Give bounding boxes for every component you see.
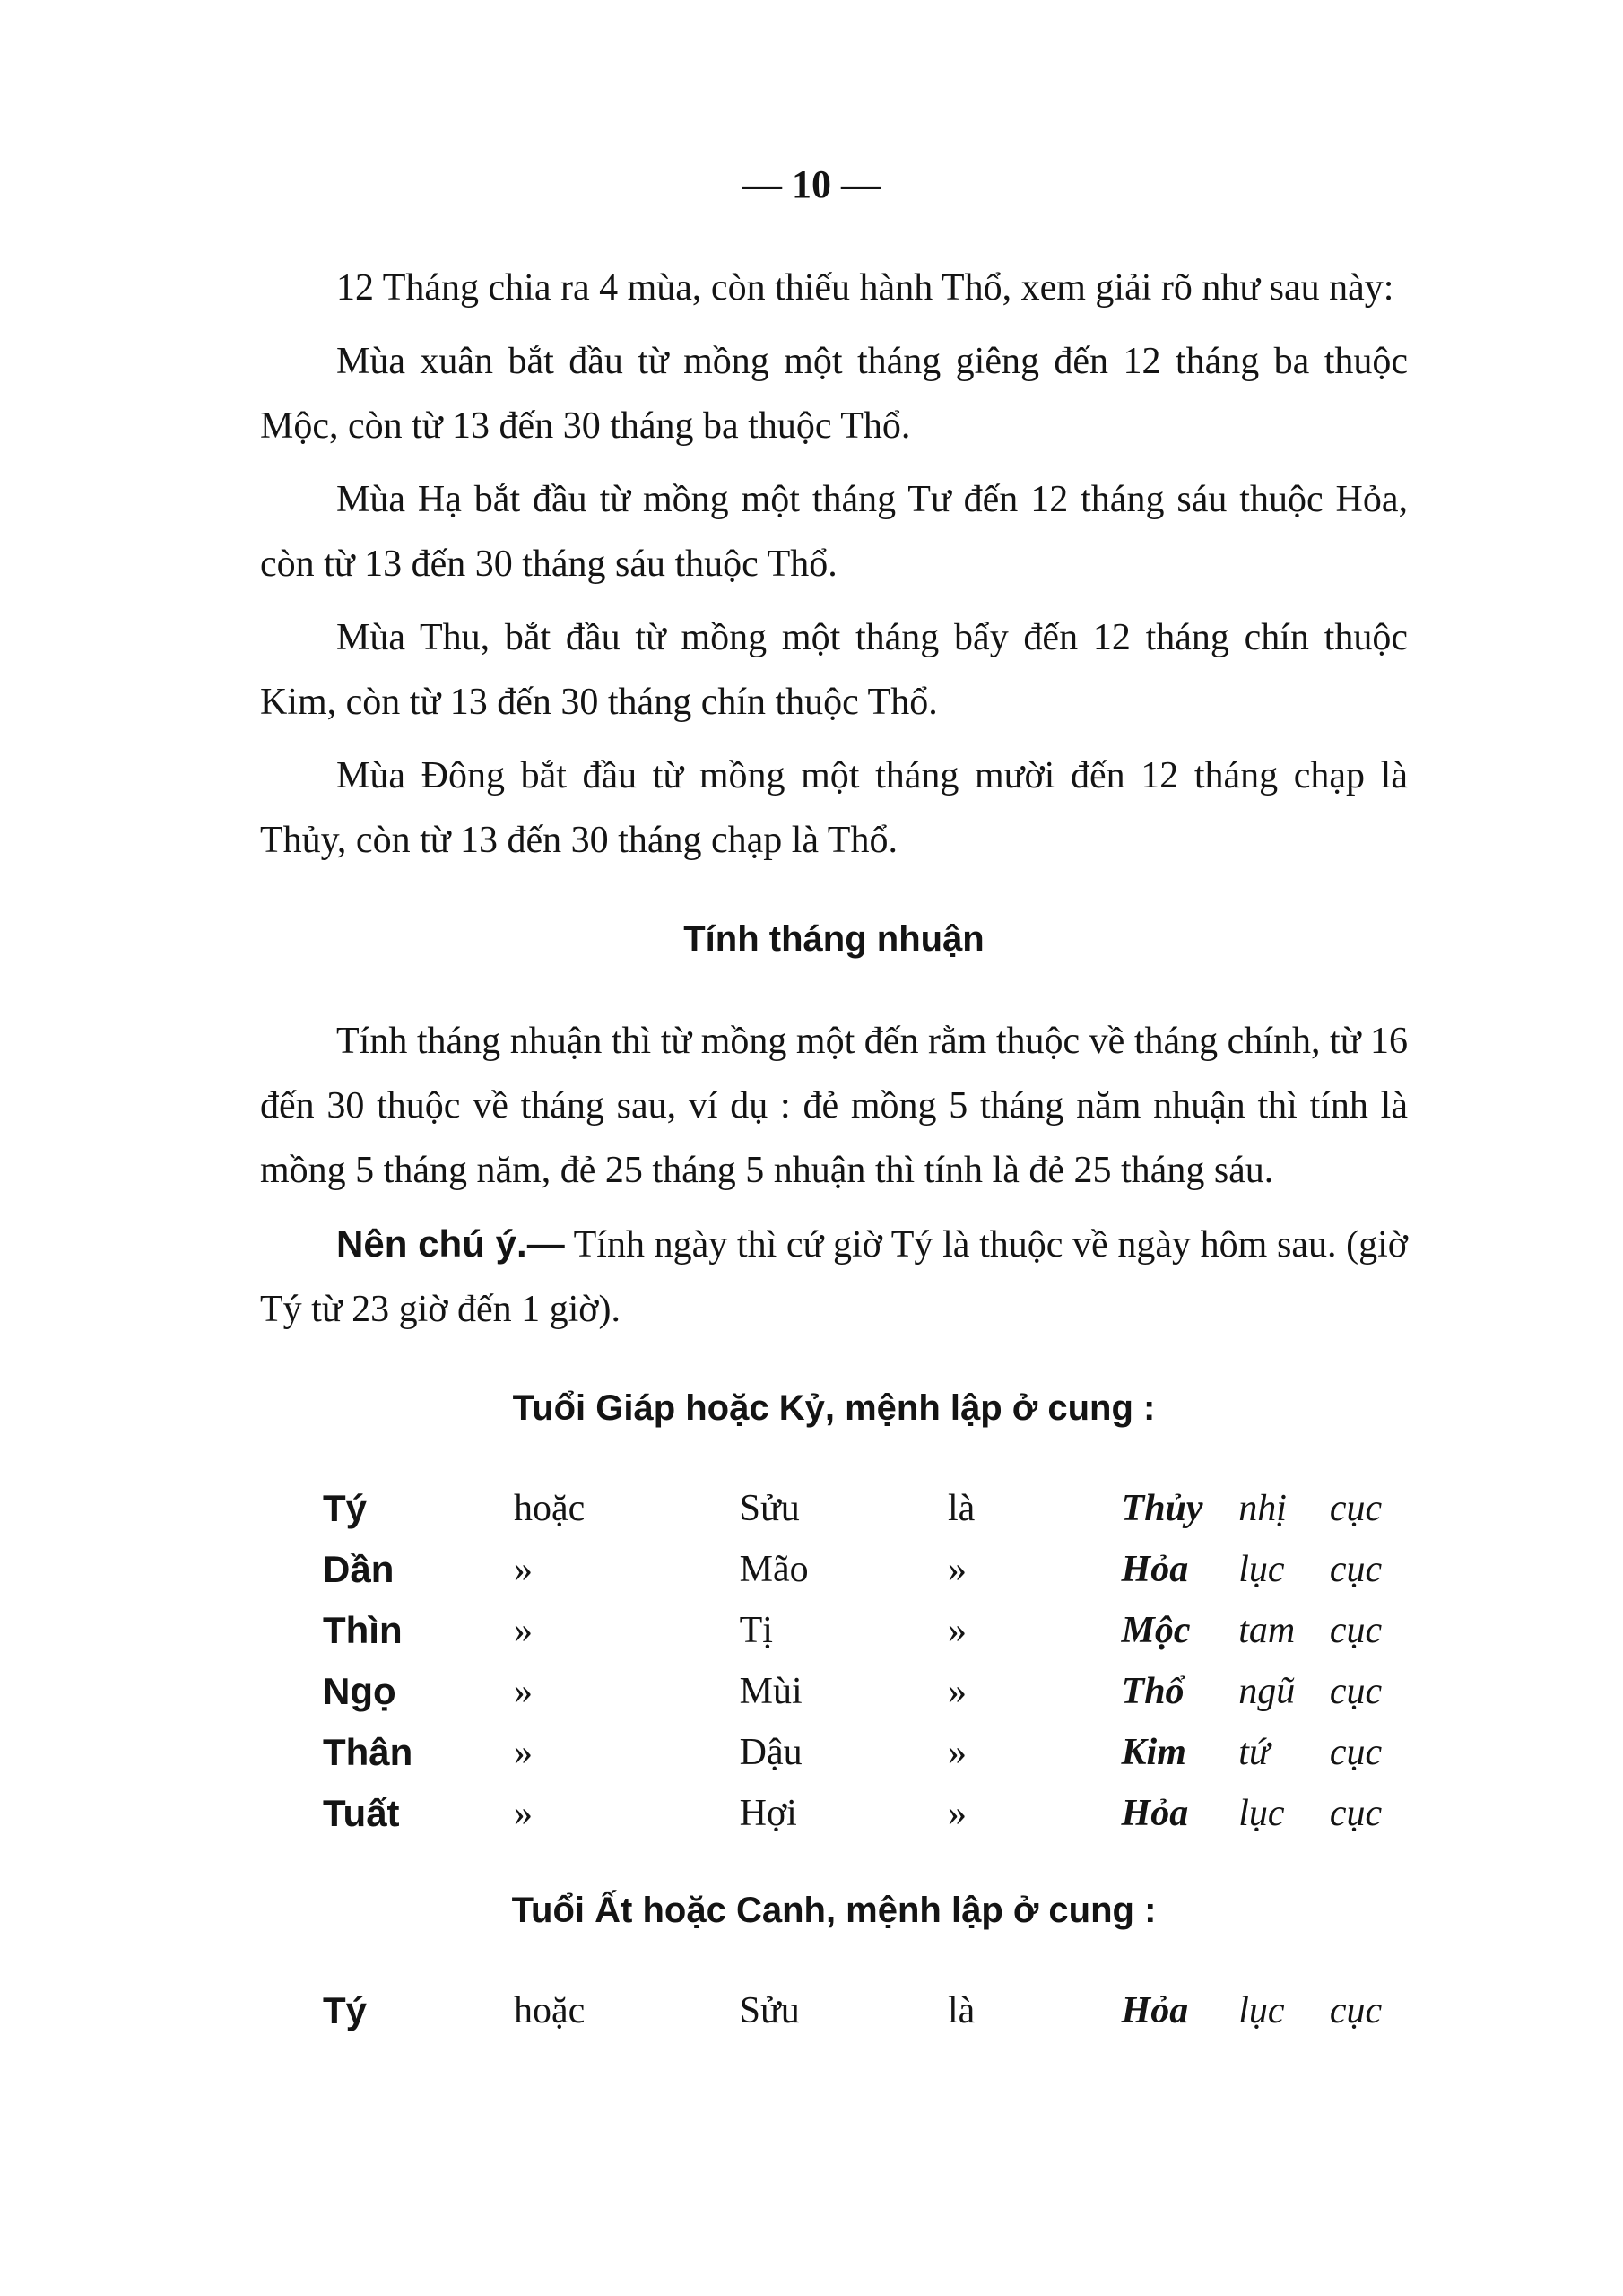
paragraph-leap-month: Tính tháng nhuận thì từ mồng một đến rằm thuộc về tháng chính, từ 16 đến 30 thuộc về tháng sau, ví dụ : đẻ mồng 5 tháng năm nhuận thì tính là mồng 5 tháng năm, đẻ 25 tháng 5 nhuận thì tính là đẻ 25 tháng sáu. xyxy=(260,1021,1408,1191)
table-cell: Dần xyxy=(323,1548,395,1590)
table-cell: cục xyxy=(1329,1990,1383,2031)
table-cell: Thìn xyxy=(323,1609,403,1651)
table-cell: » xyxy=(947,1793,967,1834)
table-row xyxy=(323,1600,1408,1661)
table-cell: » xyxy=(513,1549,533,1590)
paragraph-note xyxy=(260,1212,1408,1342)
table-cell: lục xyxy=(1238,1990,1285,2031)
paragraph-summer: Mùa Hạ bắt đầu từ mồng một tháng Tư đến 12 tháng sáu thuộc Hỏa, còn từ 13 đến 30 tháng sáu thuộc Thổ. xyxy=(260,479,1408,585)
paragraph-intro: 12 Tháng chia ra 4 mùa, còn thiếu hành Thổ, xem giải rõ như sau này: xyxy=(336,267,1394,309)
page-number: — 10 — xyxy=(742,162,881,206)
table-cell: » xyxy=(947,1671,967,1712)
heading-section-giap-ky: Tuổi Giáp hoặc Kỷ, mệnh lập ở cung : xyxy=(512,1388,1156,1428)
table-cell: » xyxy=(513,1793,533,1834)
table-cell: Sửu xyxy=(739,1990,800,2031)
table-cell: Mão xyxy=(739,1549,809,1590)
table-cell: » xyxy=(947,1732,967,1773)
table-cell: Sửu xyxy=(739,1488,800,1529)
table-cell: Tý xyxy=(323,1487,368,1529)
table-cell: Hỏa xyxy=(1121,1549,1189,1590)
table-cell: Dậu xyxy=(739,1732,803,1773)
table-cell: là xyxy=(947,1990,976,2031)
table-cell: Mộc xyxy=(1121,1610,1191,1651)
table-cell: ngũ xyxy=(1238,1671,1296,1712)
table-cell: Kim xyxy=(1121,1732,1186,1773)
table-row xyxy=(323,1478,1408,1539)
table-cell: cục xyxy=(1329,1549,1383,1590)
note-label: Nên chú ý.— xyxy=(336,1222,565,1265)
table-cell: lục xyxy=(1238,1549,1285,1590)
table-cell: Tuất xyxy=(323,1792,400,1834)
table-at-canh xyxy=(323,1980,1408,2041)
table-cell: nhị xyxy=(1238,1488,1287,1529)
table-cell: hoặc xyxy=(513,1488,586,1529)
table-cell: hoặc xyxy=(513,1990,586,2031)
table-cell: cục xyxy=(1329,1793,1383,1834)
table-cell: » xyxy=(513,1732,533,1773)
table-cell: » xyxy=(513,1610,533,1651)
table-cell: cục xyxy=(1329,1488,1383,1529)
table-cell: Mùi xyxy=(739,1671,803,1712)
page-body xyxy=(260,256,1408,2041)
table-row xyxy=(323,1661,1408,1722)
table-row xyxy=(323,1783,1408,1844)
table-cell: » xyxy=(947,1549,967,1590)
paragraph-spring: Mùa xuân bắt đầu từ mồng một tháng giêng đến 12 tháng ba thuộc Mộc, còn từ 13 đến 30 tháng ba thuộc Thổ. xyxy=(260,341,1408,447)
table-row xyxy=(323,1539,1408,1600)
table-cell: cục xyxy=(1329,1610,1383,1651)
table-cell: lục xyxy=(1238,1793,1285,1834)
table-giap-ky xyxy=(323,1478,1408,1844)
heading-leap-month: Tính tháng nhuận xyxy=(683,919,985,959)
table-cell: » xyxy=(947,1610,967,1651)
table-cell: Thủy xyxy=(1121,1488,1203,1529)
table-cell: Hỏa xyxy=(1121,1990,1189,2031)
heading-section-at-canh: Tuổi Ất hoặc Canh, mệnh lập ở cung : xyxy=(511,1891,1157,1930)
table-cell: là xyxy=(947,1488,976,1529)
table-cell: tứ xyxy=(1238,1732,1270,1773)
table-cell: Tý xyxy=(323,1989,368,2031)
table-row xyxy=(323,1722,1408,1783)
paragraph-autumn: Mùa Thu, bắt đầu từ mồng một tháng bẩy đến 12 tháng chín thuộc Kim, còn từ 13 đến 30 tháng chín thuộc Thổ. xyxy=(260,617,1408,723)
table-cell: Thổ xyxy=(1121,1671,1185,1712)
table-cell: cục xyxy=(1329,1671,1383,1712)
paragraph-winter: Mùa Đông bắt đầu từ mồng một tháng mười đến 12 tháng chạp là Thủy, còn từ 13 đến 30 tháng chạp là Thổ. xyxy=(260,755,1408,861)
table-cell: Thân xyxy=(323,1731,413,1773)
table-cell: cục xyxy=(1329,1732,1383,1773)
table-cell: Hỏa xyxy=(1121,1793,1189,1834)
table-cell: Hợi xyxy=(739,1793,797,1834)
table-cell: Tị xyxy=(739,1610,773,1651)
note-text: Tính ngày thì cứ giờ Tý là thuộc về ngày hôm sau. (giờ Tý từ 23 giờ đến 1 giờ). xyxy=(260,1224,1408,1330)
table-cell: » xyxy=(513,1671,533,1712)
table-cell: tam xyxy=(1238,1610,1296,1651)
table-row xyxy=(323,1980,1408,2041)
table-cell: Ngọ xyxy=(323,1670,396,1712)
